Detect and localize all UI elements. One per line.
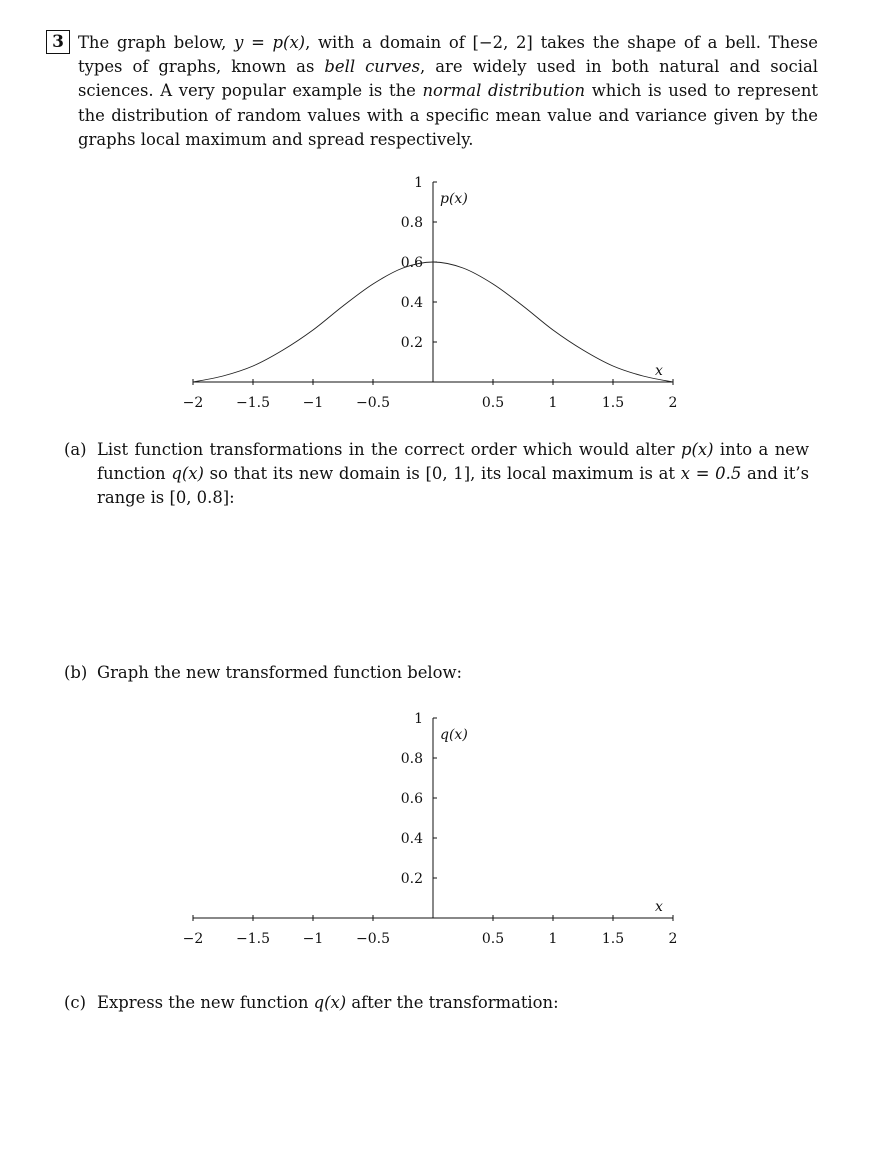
problem-number: 3 xyxy=(46,30,70,54)
x-tick-label: 2 xyxy=(668,931,678,947)
y-tick-label: 0.6 xyxy=(400,255,423,271)
part-b-text: Graph the new transformed function below: xyxy=(97,663,463,682)
x-tick-label: 0.5 xyxy=(481,395,505,411)
part-a-text xyxy=(97,438,809,511)
y-tick-label: 0.2 xyxy=(400,871,423,887)
part-a-text-seg: so that its new domain is xyxy=(203,464,426,484)
x-tick-label: −0.5 xyxy=(356,931,390,947)
x-tick-label: 1.5 xyxy=(601,931,625,947)
x-axis-label: x xyxy=(655,899,663,915)
function-label: p(x) xyxy=(440,191,468,207)
x-tick-label: −1.5 xyxy=(236,395,270,411)
intro-text: , with a domain of xyxy=(305,33,473,52)
part-c-text xyxy=(97,991,809,1015)
intro-text: which is used to represent the distribution of random values with a specific mean value and variance given by the graphs local maximum and spread respectively. xyxy=(78,81,819,149)
p-graph xyxy=(0,172,893,442)
intro-emphasis: bell curves xyxy=(324,57,421,77)
x-tick-label: 1.5 xyxy=(601,395,625,411)
part-a-text-seg: into a new function xyxy=(97,440,809,484)
y-tick-label: 0.4 xyxy=(400,295,423,311)
part-a-label: (a) xyxy=(64,440,87,459)
intro-text: takes the shape of a bell. These types of graphs, known as xyxy=(78,33,818,77)
part-a-math: [0, 1] xyxy=(425,464,471,484)
x-tick-label: −2 xyxy=(182,931,204,947)
y-tick-label: 0.4 xyxy=(400,831,423,847)
x-tick-label: 0.5 xyxy=(481,931,505,947)
part-a-text-seg: and it’s range is xyxy=(97,464,810,508)
y-tick-label: 1 xyxy=(414,711,423,727)
x-tick-label: −1.5 xyxy=(236,931,270,947)
part-a-math: p(x) xyxy=(680,440,714,459)
part-c-text-seg: Express the new function xyxy=(97,993,314,1012)
y-tick-label: 1 xyxy=(414,175,423,191)
x-tick-label: 2 xyxy=(668,395,678,411)
x-axis-label: x xyxy=(655,363,663,379)
part-c-text-seg: after the transformation: xyxy=(346,993,559,1012)
y-tick-label: 0.6 xyxy=(400,791,423,807)
intro-math: [−2, 2] xyxy=(472,33,533,52)
part-a-text-seg: List function transformations in the correct order which would alter xyxy=(97,440,681,459)
part-a-math: q(x) xyxy=(171,464,204,484)
part-b-label: (b) xyxy=(64,663,88,682)
part-a-math: x = 0.5 xyxy=(680,464,742,484)
y-tick-label: 0.2 xyxy=(400,335,423,351)
part-a-text-seg: , its local maximum is at xyxy=(470,464,681,484)
x-tick-label: −1 xyxy=(302,395,324,411)
x-tick-label: 1 xyxy=(548,931,558,947)
part-a-math: [0, 0.8] xyxy=(169,488,230,508)
intro-text: The graph below, xyxy=(78,33,235,52)
y-tick-label: 0.8 xyxy=(400,215,423,231)
part-c-label: (c) xyxy=(64,993,86,1012)
part-a-text-seg: : xyxy=(229,488,235,508)
part-c-math: q(x) xyxy=(313,993,347,1012)
function-label: q(x) xyxy=(440,727,468,743)
x-tick-label: −2 xyxy=(182,395,204,411)
q-graph xyxy=(0,708,893,978)
problem-intro xyxy=(78,31,818,152)
x-tick-label: −1 xyxy=(302,931,324,947)
intro-math: y = p(x) xyxy=(234,33,306,52)
intro-emphasis: normal distribution xyxy=(422,81,586,101)
intro-text: , are widely used in both natural and social sciences. A very popular example is the xyxy=(78,57,818,101)
y-tick-label: 0.8 xyxy=(400,751,423,767)
x-tick-label: 1 xyxy=(548,395,558,411)
x-tick-label: −0.5 xyxy=(356,395,390,411)
